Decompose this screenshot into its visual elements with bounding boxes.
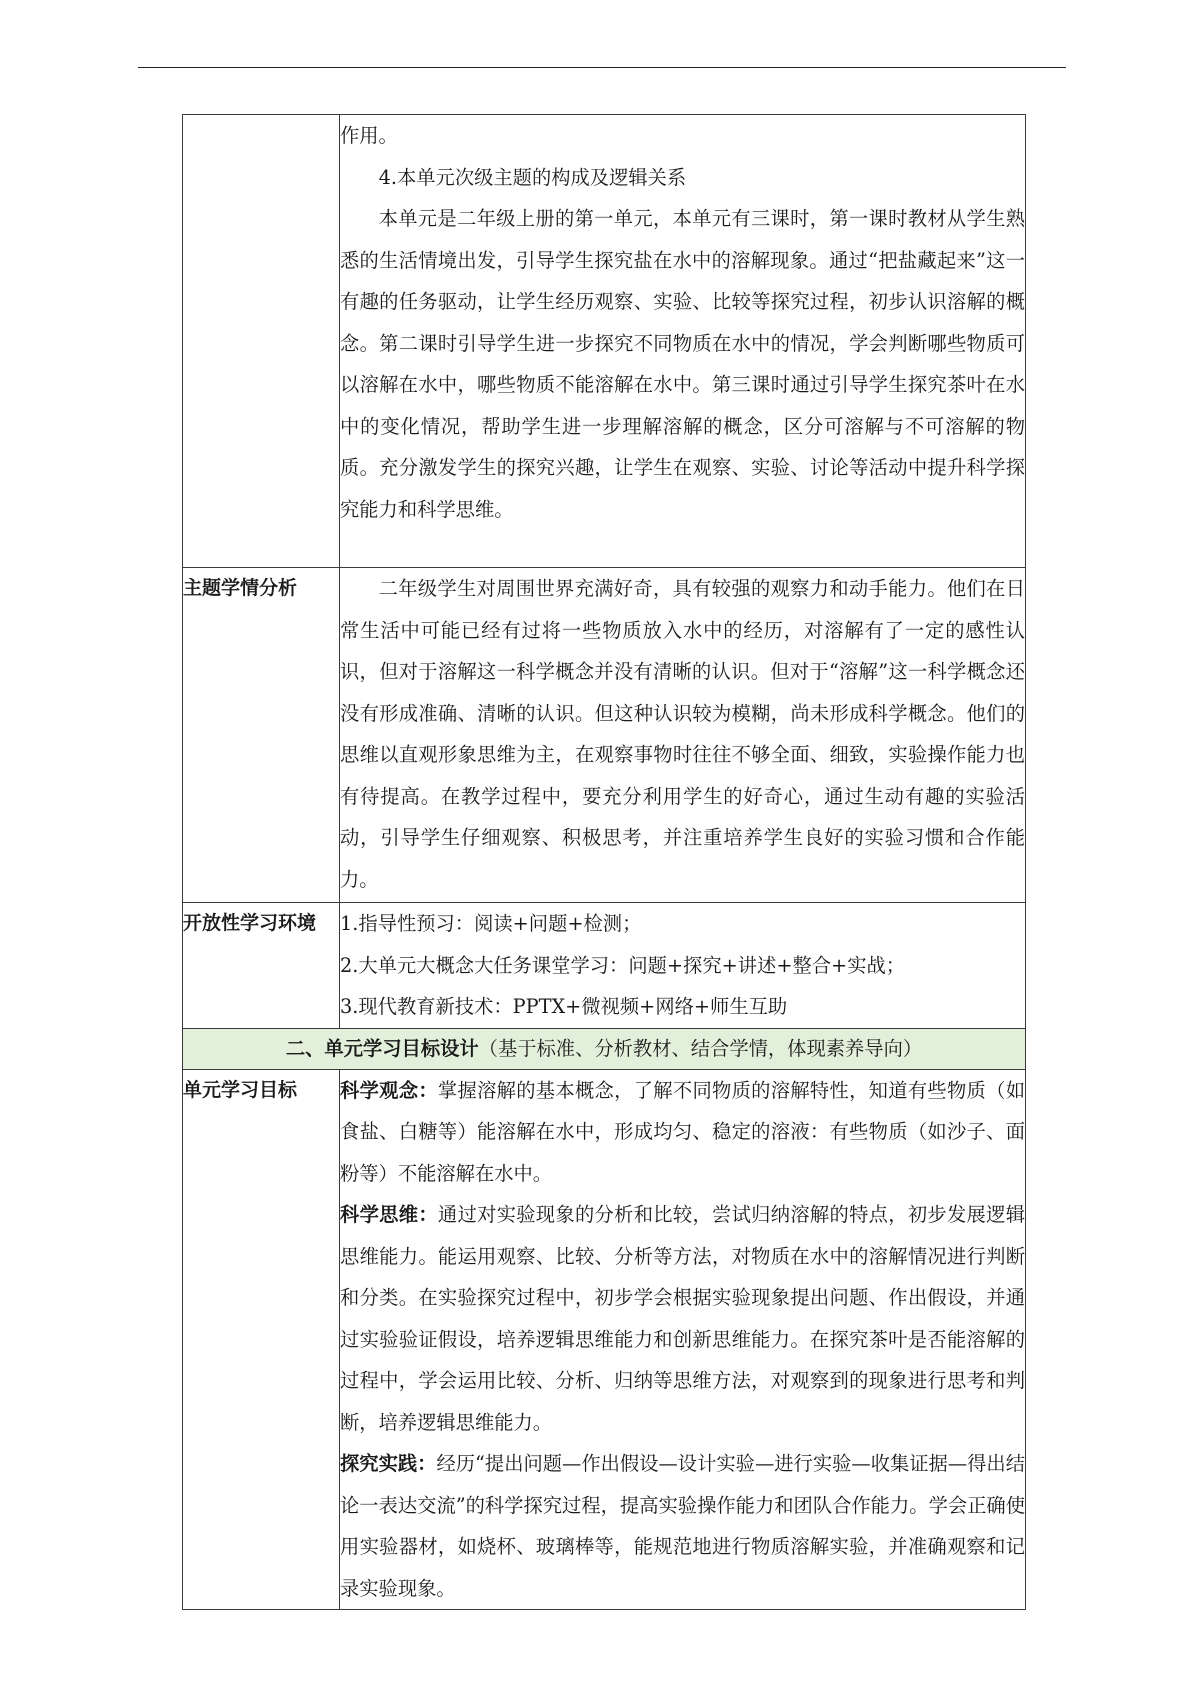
list-item: 1.指导性预习：阅读+问题+检测； [340, 912, 642, 935]
goal-text: 掌握溶解的基本概念，了解不同物质的溶解特性，知道有些物质（如食盐、白糖等）能溶解在水中，形成均匀、稳定的溶液：有些物质（如沙子、面粉等）不能溶解在水中。 [340, 1078, 1026, 1185]
paragraph: 本单元是二年级上册的第一单元，本单元有三课时，第一课时教材从学生熟悉的生活情境出发，引导学生探究盐在水中的溶解现象。通过“把盐藏起来”这一有趣的任务驱动，让学生经历观察、实验、比较等探究过程，初步认识溶解的概念。第二课时引导学生进一步探究不同物质在水中的情况，学会判断哪些物质可以溶解在水中，哪些物质不能溶解在水中。第三课时通过引导学生探究茶叶在水中的变化情况，帮助学生进一步理解溶解的概念，区分可溶解与不可溶解的物质。充分激发学生的探究兴趣，让学生在观察、实验、讨论等活动中提升科学探究能力和科学思维。 [340, 207, 1025, 521]
goal-item [340, 1443, 1025, 1609]
list-item: 2.大单元大概念大任务课堂学习：问题+探究+讲述+整合+实战； [340, 953, 906, 977]
header-rule [138, 67, 1066, 68]
lesson-plan-table [182, 114, 1026, 1610]
goal-text: 通过对实验现象的分析和比较，尝试归纳溶解的特点，初步发展逻辑思维能力。能运用观察、比较、分析等方法，对物质在水中的溶解情况进行判断和分类。在实验探究过程中，初步学会根据实验现象提出问题、作出假设，并通过实验验证假设，培养逻辑思维能力和创新思维能力。在探究茶叶是否能溶解的过程中，学会运用比较、分析、归纳等思维方法，对观察到的现象进行思考和判断，培养逻辑思维能力。 [340, 1203, 1026, 1434]
table-row-environment [183, 903, 1026, 1029]
row-label-empty [183, 115, 340, 568]
section-subtitle: （基于标准、分析教材、结合学情，体现素养导向） [478, 1036, 923, 1060]
goal-term: 科学思维： [340, 1203, 438, 1226]
table-row-section-header [183, 1028, 1026, 1069]
goal-term: 科学观念： [340, 1078, 438, 1102]
table-row-continuation [183, 115, 1026, 568]
row-label: 开放性学习环境 [183, 903, 340, 1029]
section-title: 二、单元学习目标设计 [285, 1036, 479, 1060]
row-label: 主题学情分析 [183, 568, 340, 903]
analysis-cell [340, 568, 1026, 903]
list-item: 3.现代教育新技术：PPTX+微视频+网络+师生互助 [340, 995, 788, 1018]
subsection-heading: 4.本单元次级主题的构成及逻辑关系 [378, 165, 687, 189]
paragraph: 二年级学生对周围世界充满好奇，具有较强的观察力和动手能力。他们在日常生活中可能已经有过将一些物质放入水中的经历，对溶解有了一定的感性认识，但对于溶解这一科学概念并没有清晰的认识。但对于“溶解”这一科学概念还没有形成准确、清晰的认识。但这种认识较为模糊，尚未形成科学概念。他们的思维以直观形象思维为主，在观察事物时往往不够全面、细致，实验操作能力也有待提高。在教学过程中，要充分利用学生的好奇心，通过生动有趣的实验活动，引导学生仔细观察、积极思考，并注重培养学生良好的实验习惯和合作能力。 [340, 577, 1025, 891]
row-label: 单元学习目标 [183, 1069, 340, 1610]
continuation-line: 作用。 [340, 124, 398, 147]
goal-item [340, 1070, 1025, 1195]
goal-item [340, 1194, 1025, 1443]
table-row-goals [183, 1069, 1026, 1610]
goal-term: 探究实践： [340, 1452, 437, 1475]
goals-cell [340, 1069, 1026, 1610]
environment-cell [340, 903, 1026, 1029]
table-row-analysis [183, 568, 1026, 903]
section-header [183, 1028, 1026, 1069]
goal-text: 经历“提出问题—作出假设—设计实验—进行实验—收集证据—得出结论一表达交流”的科学探究过程，提高实验操作能力和团队合作能力。学会正确使用实验器材，如烧杯、玻璃棒等，能规范地进行物质溶解实验，并准确观察和记录实验现象。 [340, 1452, 1025, 1600]
continuation-cell [340, 115, 1026, 568]
